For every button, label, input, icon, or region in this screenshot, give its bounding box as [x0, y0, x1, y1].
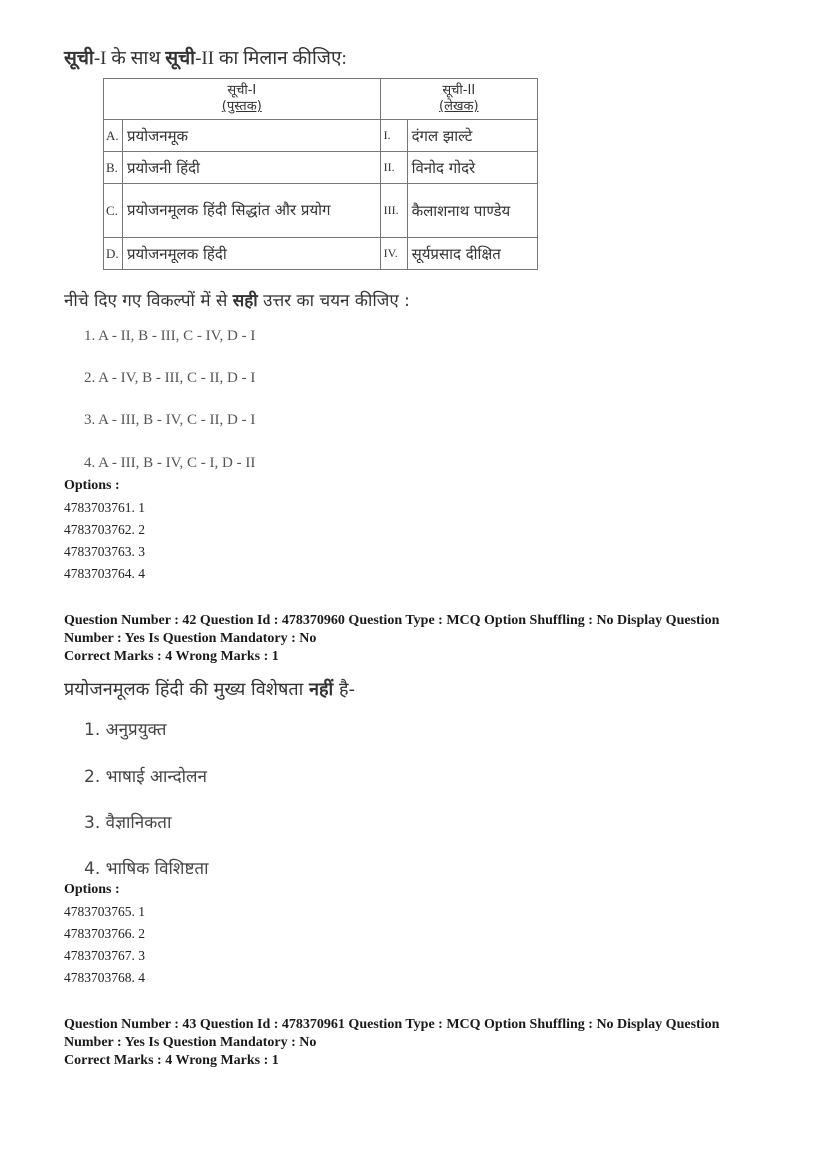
q41-choice-1: 1. A - II, B - III, C - IV, D - I: [84, 328, 256, 344]
q42-heading-pre: प्रयोजनमूलक हिंदी की मुख्य विशेषता: [64, 679, 309, 700]
q41-option-id-4: 4783703764. 4: [64, 566, 145, 581]
row-right-label: I.: [380, 120, 407, 152]
q42-option-id-1: 4783703765. 1: [64, 904, 145, 919]
instruction-post: उत्तर का चयन कीजिए :: [257, 291, 410, 311]
q41-instruction: [64, 288, 410, 311]
row-left-label: D.: [104, 238, 123, 270]
instruction-bold: सही: [232, 291, 258, 311]
q41-option-id-1: 4783703761. 1: [64, 500, 145, 515]
header-right-title: सूची-II: [442, 83, 476, 98]
q42-meta-line3: Correct Marks : 4 Wrong Marks : 1: [64, 649, 279, 664]
q41-heading: [64, 44, 347, 70]
q41-heading-list1: सूची: [64, 47, 94, 69]
row-left-text: प्रयोजनी हिंदी: [123, 152, 381, 184]
q41-heading-text2: -II का मिलान कीजिए:: [195, 48, 347, 69]
q41-choice-2: 2. A - IV, B - III, C - II, D - I: [84, 370, 256, 386]
header-left-title: सूची-I: [227, 83, 257, 98]
row-left-label: A.: [104, 120, 123, 152]
q41-options-label: Options :: [64, 478, 120, 493]
q41-heading-text1: -I के साथ: [93, 48, 166, 69]
q42-choice-1: 1. अनुप्रयुक्त: [84, 720, 167, 740]
q42-option-id-2: 4783703766. 2: [64, 926, 145, 941]
row-left-label: B.: [104, 152, 123, 184]
table-row: [104, 120, 538, 152]
table-row: [104, 152, 538, 184]
match-header-left: [104, 79, 381, 120]
row-right-label: III.: [380, 184, 407, 238]
q42-option-id-4: 4783703768. 4: [64, 970, 145, 985]
q41-option-id-2: 4783703762. 2: [64, 522, 145, 537]
q42-heading-post: है-: [333, 679, 355, 700]
row-right-text: विनोद गोदरे: [407, 152, 537, 184]
q42-choice-3: 3. वैज्ञानिकता: [84, 813, 172, 833]
table-row: [104, 238, 538, 270]
row-right-label: II.: [380, 152, 407, 184]
q42-meta: [64, 612, 764, 666]
table-row: [104, 184, 538, 238]
q41-option-id-3: 4783703763. 3: [64, 544, 145, 559]
q42-choice-4: 4. भाषिक विशिष्टता: [84, 859, 209, 879]
row-left-label: C.: [104, 184, 123, 238]
header-right-sub: (लेखक): [439, 99, 479, 114]
instruction-pre: नीचे दिए गए विकल्पों में से: [64, 291, 233, 311]
q43-meta: [64, 1016, 764, 1070]
match-header-right: [380, 79, 537, 120]
q43-meta-line3: Correct Marks : 4 Wrong Marks : 1: [64, 1053, 279, 1068]
row-left-text: प्रयोजनमूक: [123, 120, 381, 152]
q41-choice-4: 4. A - III, B - IV, C - I, D - II: [84, 455, 256, 471]
q42-choice-2: 2. भाषाई आन्दोलन: [84, 767, 207, 787]
row-right-text: दंगल झाल्टे: [407, 120, 537, 152]
q41-choice-3: 3. A - III, B - IV, C - II, D - I: [84, 412, 256, 428]
q42-heading-bold: नहीं: [309, 679, 334, 700]
row-right-text: सूर्यप्रसाद दीक्षित: [407, 238, 537, 270]
q42-meta-line1: Question Number : 42 Question Id : 478370960 Question Type : MCQ Option Shuffling : No Display Question: [64, 613, 720, 628]
row-left-text: प्रयोजनमूलक हिंदी: [123, 238, 381, 270]
q42-heading: [64, 677, 355, 701]
q41-heading-list2: सूची: [165, 47, 196, 69]
header-left-sub: (पुस्तक): [221, 99, 262, 114]
match-table-header: [104, 79, 538, 120]
match-table: [103, 78, 538, 270]
q43-meta-line1: Question Number : 43 Question Id : 478370961 Question Type : MCQ Option Shuffling : No Display Question: [64, 1017, 720, 1032]
q42-option-id-3: 4783703767. 3: [64, 948, 145, 963]
q43-meta-line2: Number : Yes Is Question Mandatory : No: [64, 1035, 317, 1050]
row-left-text: प्रयोजनमूलक हिंदी सिद्धांत और प्रयोग: [123, 184, 381, 238]
q42-options-label: Options :: [64, 882, 120, 897]
row-right-text: कैलाशनाथ पाण्डेय: [407, 184, 537, 238]
row-right-label: IV.: [380, 238, 407, 270]
q42-meta-line2: Number : Yes Is Question Mandatory : No: [64, 631, 317, 646]
